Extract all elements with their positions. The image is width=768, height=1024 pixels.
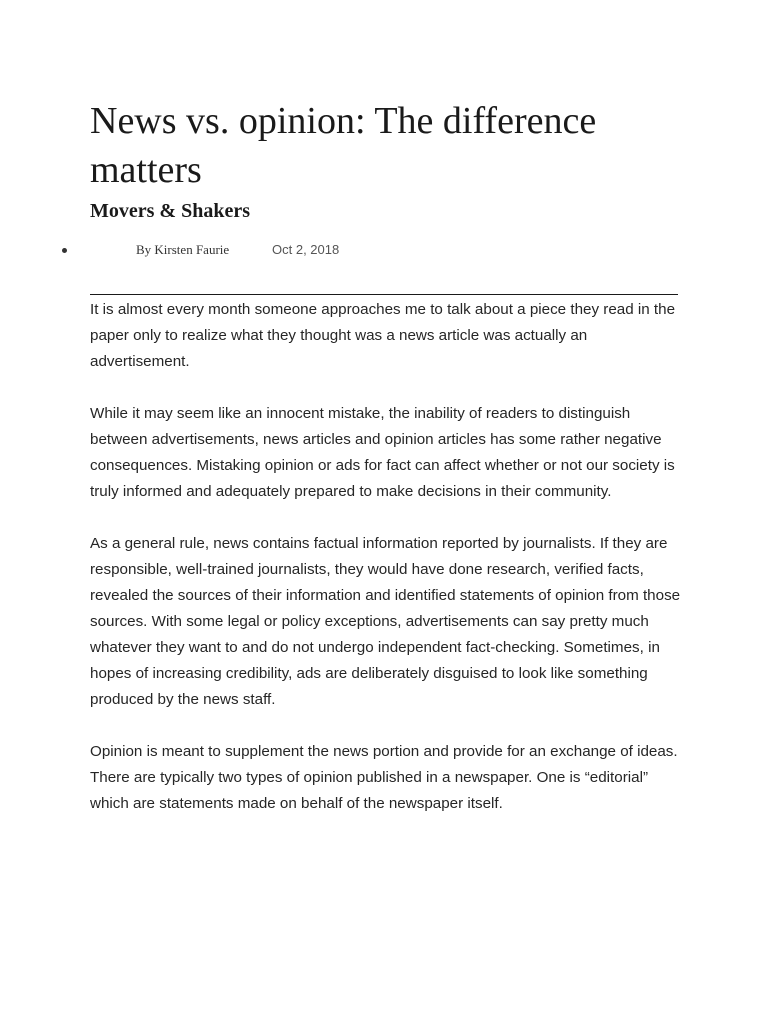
article-paragraph: It is almost every month someone approaches me to talk about a piece they read in the paper only to realize what they thought was a news article was actually an advertisement. [90,301,676,370]
byline-list [0,240,768,262]
byline [0,240,768,262]
article-paragraph: While it may seem like an innocent mistake, the inability of readers to distinguish between advertisements, news articles and opinion articles has some rather negative consequences. Mistaking opinion or ads for fact can affect whether or not our society is truly informed and adequately prepared to make decisions in their community. [90,405,675,500]
article-paragraph: Opinion is meant to supplement the news portion and provide for an exchange of ideas. There are typically two types of opinion published in a newspaper. One is “editorial” which are statements made on behalf of the newspaper itself. [90,743,678,812]
author-name[interactable]: By Kirsten Faurie [136,242,230,257]
article-body [90,297,690,843]
article-title: News vs. opinion: The difference matters [90,100,597,191]
divider [90,294,678,295]
bullet-icon [62,248,67,253]
publish-date: Oct 2, 2018 [272,242,340,257]
article-section[interactable]: Movers & Shakers [90,200,250,222]
article-paragraph: As a general rule, news contains factual information reported by journalists. If they are responsible, well-trained journalists, they would have done research, verified facts, revealed the sources of their information and identified statements of opinion from those sources. With some legal or policy exceptions, advertisements can say pretty much whatever they want to and do not undergo independent fact-checking. Sometimes, in hopes of increasing credibility, ads are deliberately disguised to look like something produced by the news staff. [90,535,681,708]
